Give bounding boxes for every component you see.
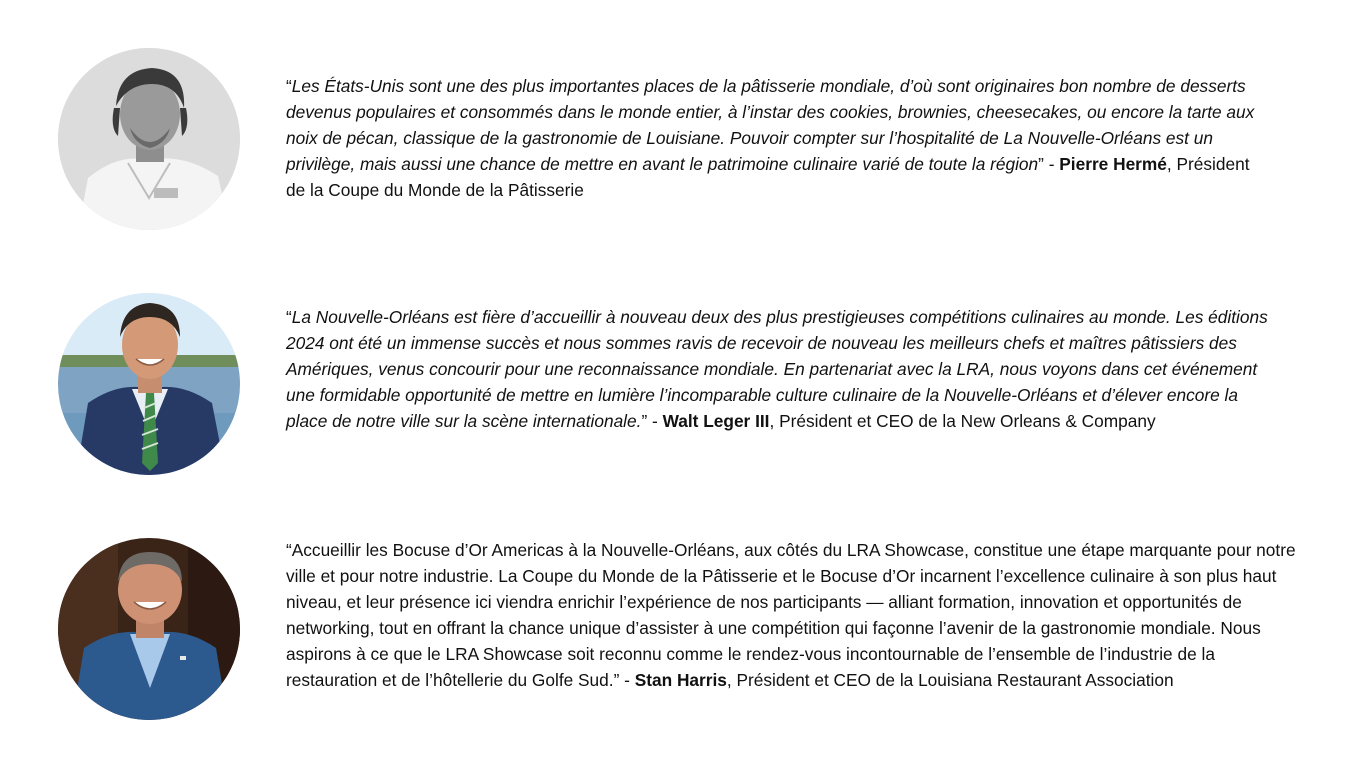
- portrait-photo-icon: [58, 293, 240, 475]
- avatar-walt-leger: [58, 293, 240, 475]
- quote-text-1: [286, 73, 1261, 203]
- quote-text-2: [286, 304, 1281, 434]
- quote-body: La Nouvelle-Orléans est fière d’accueillir à nouveau deux des plus prestigieuses compétitions culinaires au monde. Les éditions 2024 ont été un immense succès et nous sommes ravis de recevoir de nouveau les meilleurs chefs et maîtres pâtissiers des Amériques, venus concourir pour une reconnaissance mondiale. En partenariat avec la LRA, nous voyons dans cet événement une formidable opportunité de mettre en lumière l’incomparable culture culinaire de la Nouvelle-Orléans et d’élever encore la place de notre ville sur la scène internationale.: [286, 307, 1268, 431]
- quote-text-3: [286, 537, 1296, 693]
- avatar-stan-harris: [58, 538, 240, 720]
- quote-open-mark: “: [286, 76, 292, 96]
- speaker-name: Pierre Hermé: [1059, 154, 1167, 174]
- portrait-photo-icon: [58, 538, 240, 720]
- speaker-role: , Président et CEO de la New Orleans & Company: [769, 411, 1156, 431]
- speaker-role: , Président et CEO de la Louisiana Restaurant Association: [726, 670, 1174, 690]
- speaker-role: , Président de la Coupe du Monde de la Pâtisserie: [286, 154, 1250, 200]
- speaker-name: Stan Harris: [634, 670, 727, 690]
- quote-separator: ” -: [1038, 154, 1060, 174]
- quote-body: “Accueillir les Bocuse d’Or Americas à la Nouvelle-Orléans, aux côtés du LRA Showcase, constitue une étape marquante pour notre ville et pour notre industrie. La Coupe du Monde de la Pâtisserie et le Bocuse d’Or incarnent l’excellence culinaire à son plus haut niveau, et leur présence ici viendra enrichir l’expérience de nos participants — alliant formation, innovation et opportunités de networking, tout en offrant la chance unique d’assister à une compétition qui façonne l’avenir de la gastronomie mondiale. Nous aspirons à ce que le LRA Showcase soit reconnu comme le rendez-vous incontournable de l’ensemble de l’industrie de la restauration et de l’hôtellerie du Golfe Sud.” -: [286, 540, 1296, 690]
- quote-body: Les États-Unis sont une des plus importantes places de la pâtisserie mondiale, d’où sont originaires bon nombre de desserts devenus populaires et consommés dans le monde entier, à l’instar des cookies, brownies, cheesecakes, ou encore la tarte aux noix de pécan, classique de la gastronomie de Louisiane. Pouvoir compter sur l’hospitalité de La Nouvelle-Orléans est un privilège, mais aussi une chance de mettre en avant le patrimoine culinaire varié de toute la région: [286, 76, 1255, 174]
- portrait-photo-icon: [58, 48, 240, 230]
- speaker-name: Walt Leger III: [662, 411, 770, 431]
- quote-separator: ” -: [641, 411, 663, 431]
- quote-open-mark: “: [286, 307, 292, 327]
- avatar-pierre-herme: [58, 48, 240, 230]
